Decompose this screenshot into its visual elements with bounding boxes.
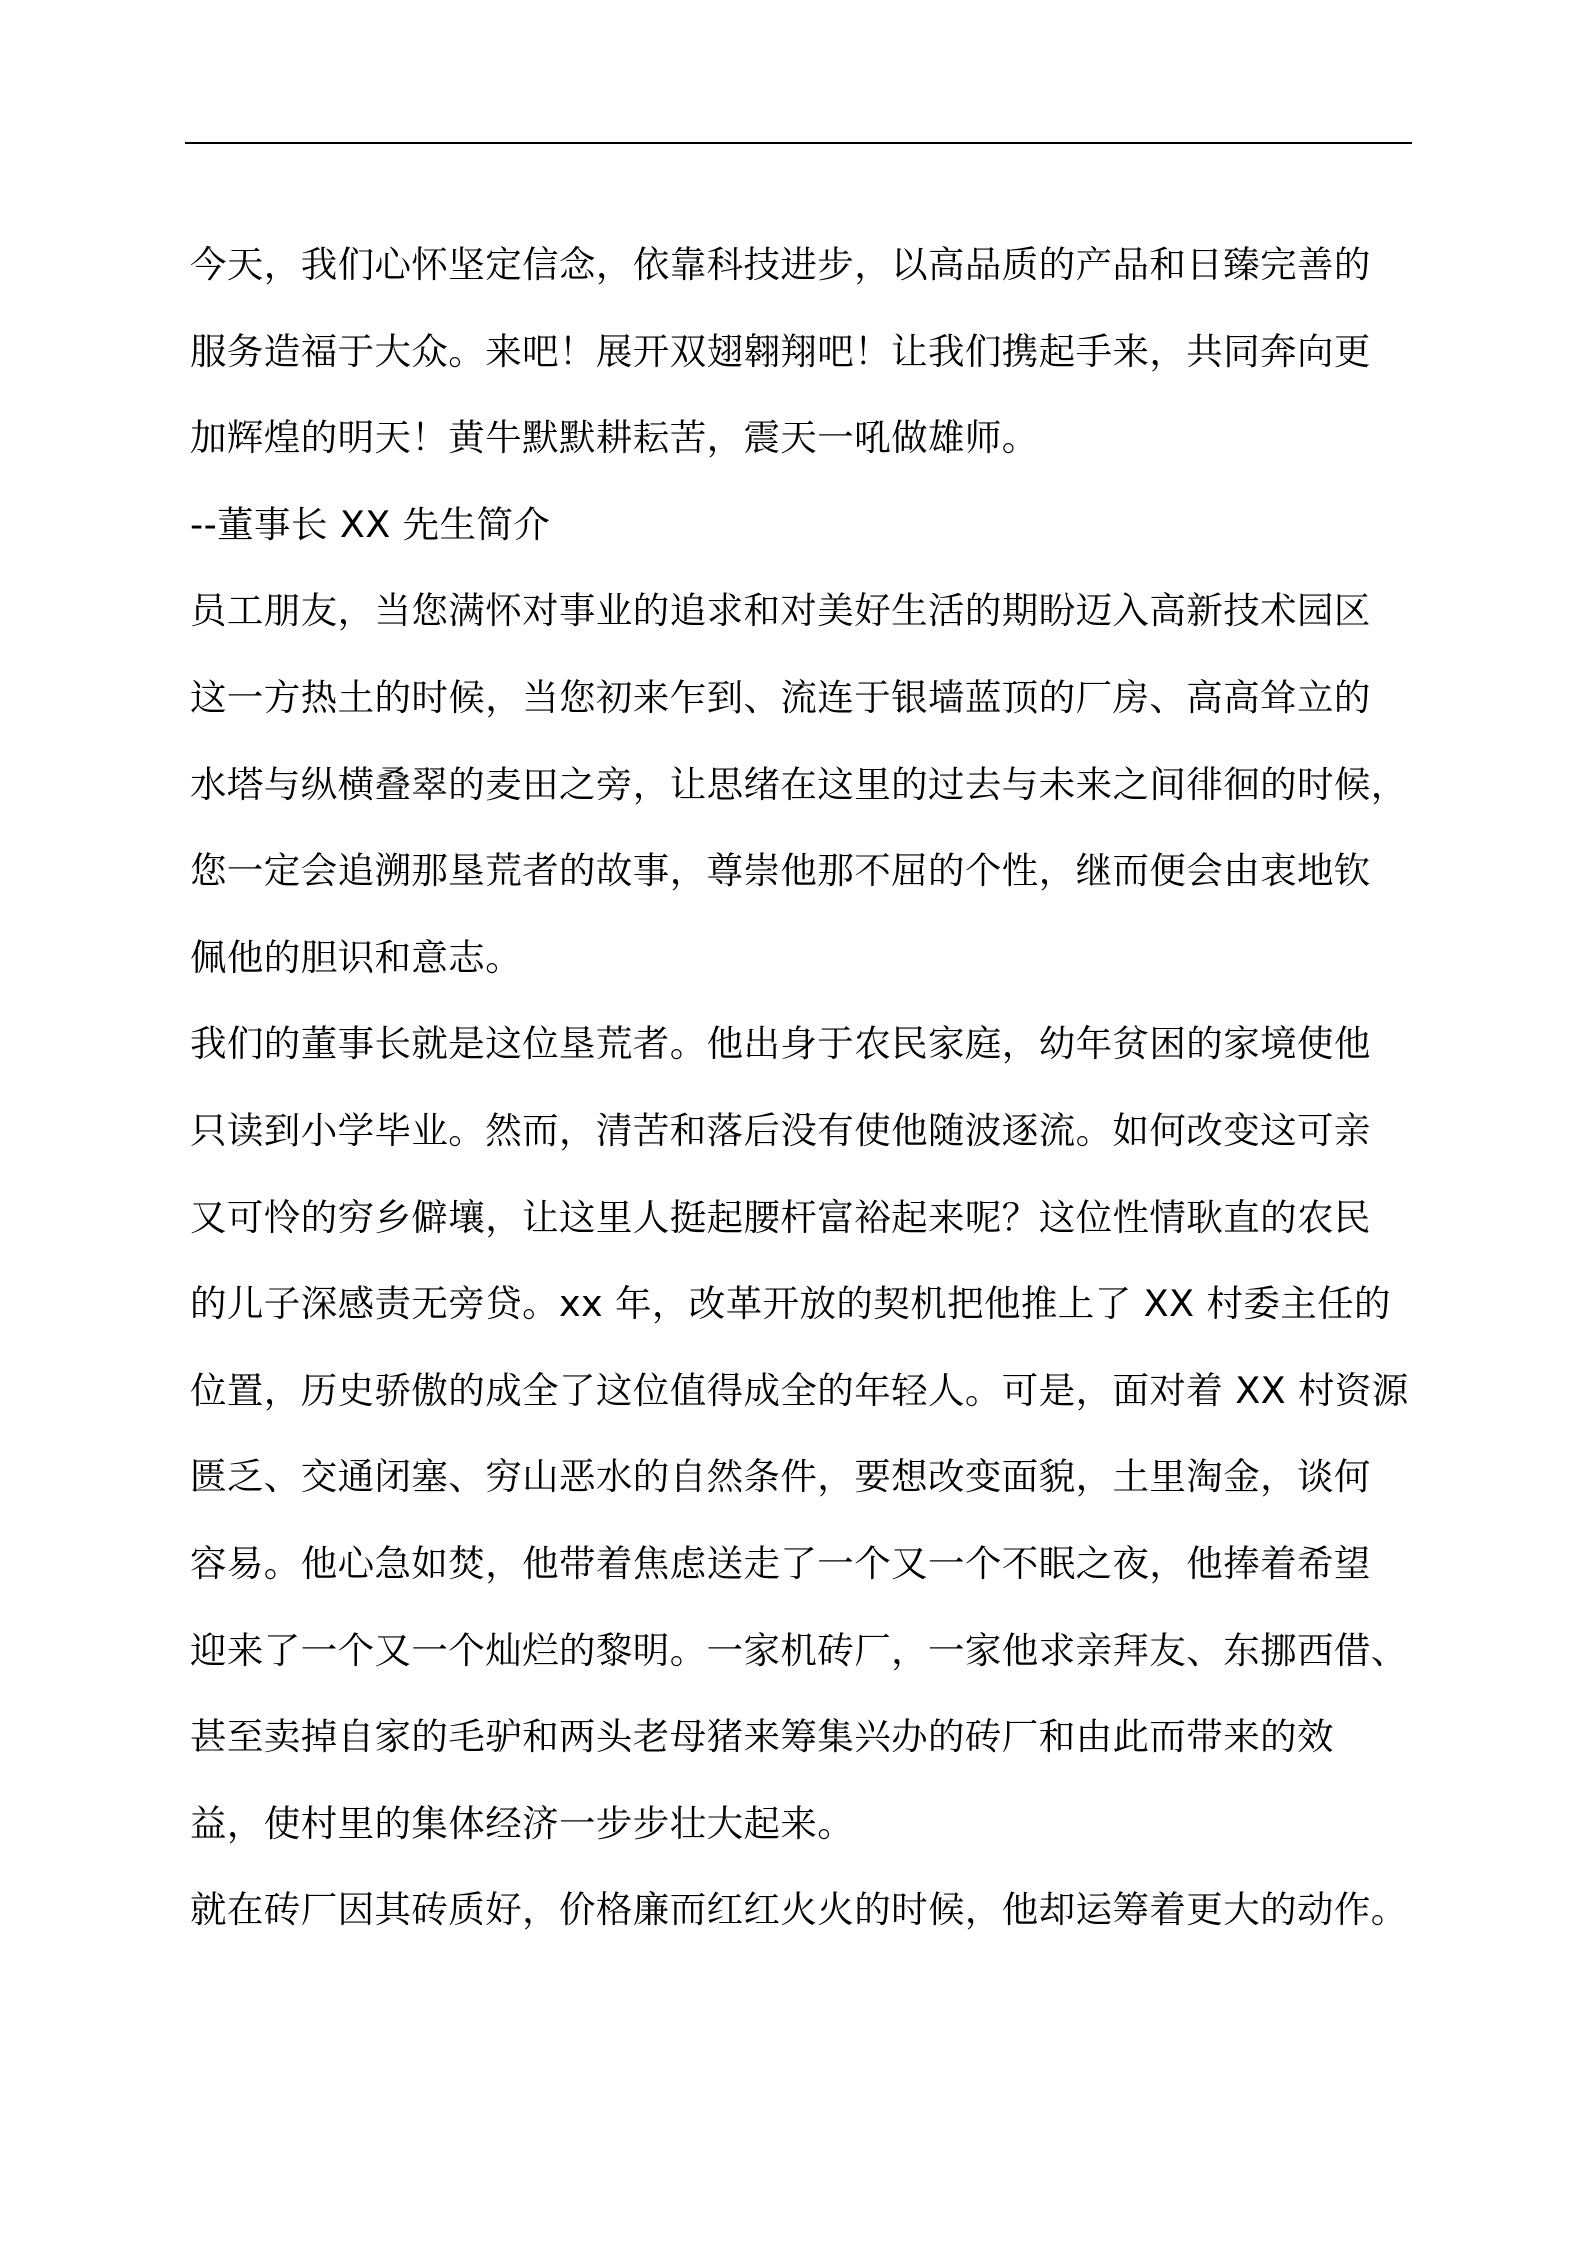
text-line: 只读到小学毕业。然而，清苦和落后没有使他随波逐流。如何改变这可亲 xyxy=(190,1108,1371,1152)
text-line: 又可怜的穷乡僻壤，让这里人挺起腰杆富裕起来呢？这位性情耿直的农民 xyxy=(190,1195,1371,1239)
text-line: 这一方热土的时候，当您初来乍到、流连于银墙蓝顶的厂房、高高耸立的 xyxy=(190,675,1371,719)
text-line: 甚至卖掉自家的毛驴和两头老母猪来筹集兴办的砖厂和由此而带来的效 xyxy=(190,1715,1334,1759)
header-rule xyxy=(185,142,1412,144)
text-line: 佩他的胆识和意志。 xyxy=(190,935,523,979)
text-line: 我们的董事长就是这位垦荒者。他出身于农民家庭，幼年贫困的家境使他 xyxy=(190,1022,1371,1066)
text-line: 益，使村里的集体经济一步步壮大起来。 xyxy=(190,1801,855,1845)
section-heading: --董事长 XX 先生简介 xyxy=(190,502,551,546)
text-line: 今天，我们心怀坚定信念，依靠科技进步，以高品质的产品和日臻完善的 xyxy=(190,243,1371,286)
text-line: 的儿子深感责无旁贷。xx 年，改革开放的契机把他推上了 XX 村委主任的 xyxy=(190,1282,1391,1326)
text-line: 匮乏、交通闭塞、穷山恶水的自然条件，要想改变面貌，土里淘金，谈何 xyxy=(190,1455,1371,1499)
text-line: 加辉煌的明天！黄牛默默耕耘苦，震天一吼做雄师。 xyxy=(190,416,1039,460)
document-body xyxy=(190,222,1415,1954)
text-line: 员工朋友，当您满怀对事业的追求和对美好生活的期盼迈入高新技术园区 xyxy=(190,589,1371,633)
text-line: 就在砖厂因其砖质好，价格廉而红红火火的时候，他却运筹着更大的动作。 xyxy=(190,1888,1408,1932)
text-line: 迎来了一个又一个灿烂的黎明。一家机砖厂，一家他求亲拜友、东挪西借、 xyxy=(190,1628,1408,1672)
text-line: 服务造福于大众。来吧！展开双翅翱翔吧！让我们携起手来，共同奔向更 xyxy=(190,329,1371,373)
text-line: 您一定会追溯那垦荒者的故事，尊崇他那不屈的个性，继而便会由衷地钦 xyxy=(190,849,1371,893)
text-line: 容易。他心急如焚，他带着焦虑送走了一个又一个不眠之夜，他捧着希望 xyxy=(190,1541,1371,1585)
text-line: 水塔与纵横叠翠的麦田之旁，让思绪在这里的过去与未来之间徘徊的时候， xyxy=(190,762,1408,806)
text-line: 位置，历史骄傲的成全了这位值得成全的年轻人。可是，面对着 XX 村资源 xyxy=(190,1368,1409,1412)
